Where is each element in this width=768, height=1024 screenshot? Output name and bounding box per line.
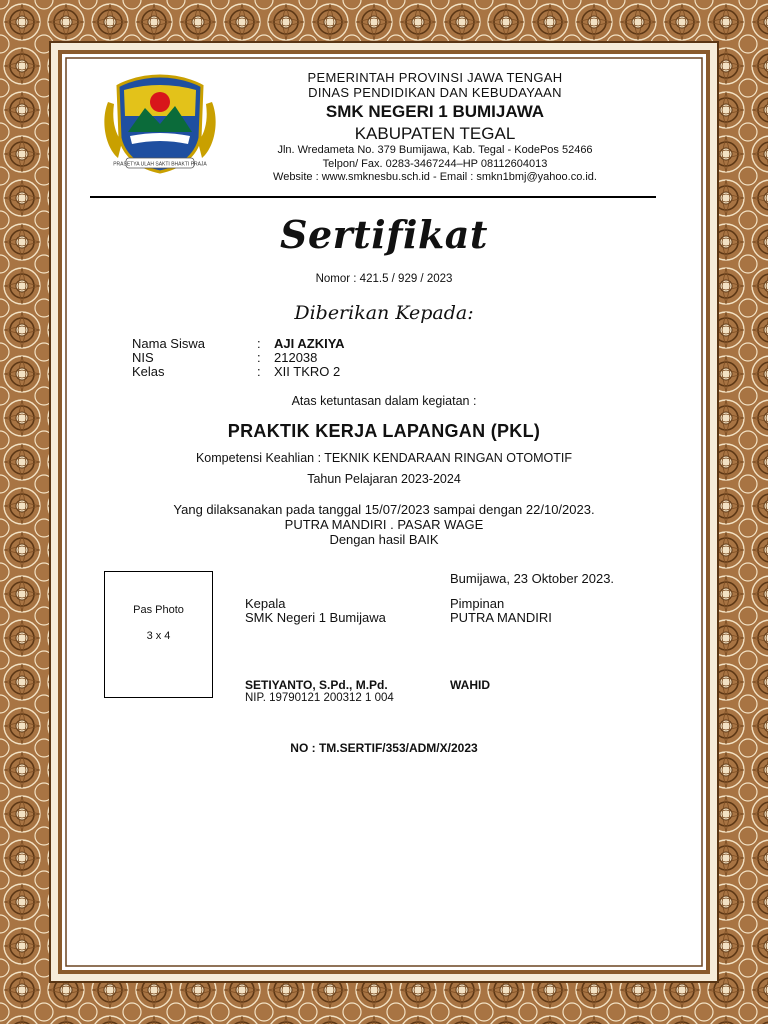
- separator: :: [257, 350, 261, 365]
- photo-size: 3 x 4: [146, 630, 171, 642]
- photo-label: Pas Photo: [133, 604, 184, 616]
- certificate-number: Nomor : 421.5 / 929 / 2023: [315, 273, 453, 285]
- separator: :: [257, 336, 261, 351]
- right-title-line2: PUTRA MANDIRI: [450, 610, 552, 625]
- student-nis: 212038: [274, 350, 318, 365]
- right-signatory-title: [450, 597, 552, 625]
- left-signatory-nip: NIP. 19790121 200312 1 004: [245, 692, 394, 704]
- activity-name: PRAKTIK KERJA LAPANGAN (PKL): [227, 421, 541, 441]
- signing-date: Bumijawa, 23 Oktober 2023.: [450, 571, 615, 586]
- left-signatory-title: [245, 597, 386, 625]
- student-name: AJI AZKIYA: [274, 336, 345, 351]
- header-line-department: DINAS PENDIDIKAN DAN KEBUDAYAAN: [308, 85, 562, 100]
- jawa-tengah-emblem-icon: [100, 72, 220, 176]
- photo-placeholder: [104, 571, 213, 698]
- header-regency: KABUPATEN TEGAL: [354, 124, 516, 143]
- student-class-row: [132, 365, 345, 379]
- left-signatory-name: SETIYANTO, S.Pd., M.Pd.: [245, 678, 388, 692]
- header-line-government: PEMERINTAH PROVINSI JAWA TENGAH: [307, 70, 563, 85]
- certificate-reference-number: NO : TM.SERTIF/353/ADM/X/2023: [290, 741, 478, 755]
- competency: Kompetensi Keahlian : TEKNIK KENDARAAN RINGAN OTOMOTIF: [195, 451, 573, 465]
- school-year: Tahun Pelajaran 2023-2024: [307, 472, 461, 486]
- left-title-line2: SMK Negeri 1 Bumijawa: [245, 610, 386, 625]
- header-address: Jln. Wredameta No. 379 Bumijawa, Kab. Tegal - KodePos 52466: [277, 144, 593, 156]
- student-name-label: Nama Siswa: [132, 336, 205, 351]
- left-title-line1: Kepala: [245, 596, 286, 611]
- right-title-line1: Pimpinan: [450, 596, 505, 611]
- student-info: [132, 337, 345, 379]
- given-to-heading: Diberikan Kepada:: [294, 302, 474, 324]
- certificate-title: Sertifikat: [280, 212, 488, 257]
- letterhead: [230, 70, 640, 185]
- student-nis-row: [132, 351, 345, 365]
- activity-dates: Yang dilaksanakan pada tanggal 15/07/2023 sampai dengan 22/10/2023.: [173, 502, 595, 517]
- student-name-row: [132, 337, 345, 351]
- activity-result: Dengan hasil BAIK: [329, 532, 439, 547]
- separator: :: [257, 364, 261, 379]
- header-phone: Telpon/ Fax. 0283-3467244–HP 08112604013: [322, 157, 548, 170]
- header-school-name: SMK NEGERI 1 BUMIJAWA: [325, 102, 545, 121]
- student-nis-label: NIS: [132, 350, 154, 365]
- activity-details: [0, 502, 768, 547]
- activity-intro: Atas ketuntasan dalam kegiatan :: [291, 394, 477, 408]
- header-divider: [90, 196, 656, 198]
- activity-place: PUTRA MANDIRI . PASAR WAGE: [284, 517, 484, 532]
- emblem-motto: PRASETYA ULAH SAKTI BHAKTI PRAJA: [113, 161, 207, 168]
- right-signatory-name: WAHID: [450, 678, 490, 692]
- header-website: Website : www.smknesbu.sch.id - Email : smkn1bmj@yahoo.co.id.: [273, 171, 597, 183]
- student-class: XII TKRO 2: [274, 364, 341, 379]
- student-class-label: Kelas: [132, 364, 165, 379]
